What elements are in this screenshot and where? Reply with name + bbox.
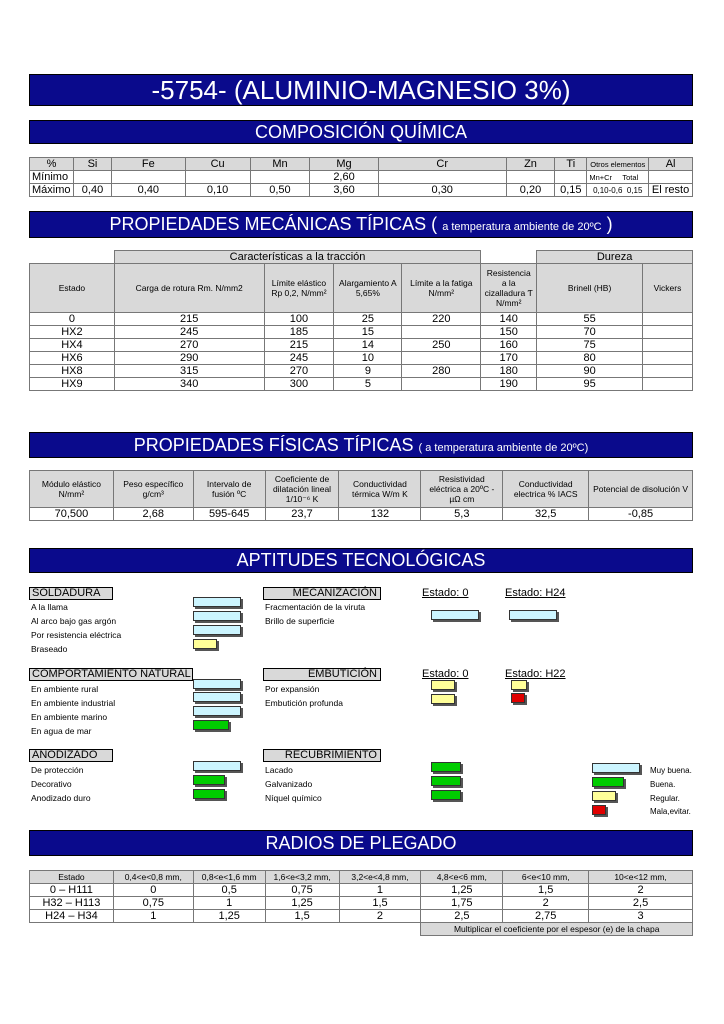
bend-cell: 1 [113, 910, 193, 923]
mecanizacion-item-viruta: Fracmentación de la viruta [265, 602, 366, 612]
phys-value: -0,85 [589, 508, 693, 521]
mech-cell: 14 [334, 339, 402, 352]
legend-label-good: Buena. [650, 780, 676, 789]
mech-table-row [30, 313, 693, 326]
mech-cell: 290 [114, 352, 264, 365]
mech-col-brinell: Brinell (HB) [537, 264, 643, 313]
mech-cell: 245 [114, 326, 264, 339]
mech-cell: 300 [264, 378, 334, 391]
mech-cell: 140 [481, 313, 537, 326]
legend-swatch-regular [592, 791, 616, 801]
phys-heading: PROPIEDADES FÍSICAS TÍPICAS [133, 435, 414, 455]
comp-col-cu: Cu [185, 158, 250, 171]
embuticion-estado-h22: Estado: H22 [505, 668, 566, 680]
bend-cell: 1,5 [503, 884, 589, 897]
phys-col-header: Coeficiente de dilatación lineal 1/10⁻⁶ K [265, 471, 339, 508]
bend-note: Multiplicar el coeficiente por el espesor (e) de la chapa [421, 923, 693, 936]
bend-table [29, 870, 693, 936]
recubrimiento-rating-lacado [431, 762, 461, 772]
page-title: -5754- (ALUMINIO-MAGNESIO 3%) [151, 75, 571, 105]
soldadura-item-braseado: Braseado [31, 644, 68, 654]
bend-table-row [30, 897, 693, 910]
mecanizacion-rating-h24 [509, 610, 557, 620]
mech-table-row [30, 365, 693, 378]
bend-cell: 1 [339, 884, 421, 897]
mech-table-row [30, 378, 693, 391]
mech-cell: 15 [334, 326, 402, 339]
comportamiento-rating-marino [193, 706, 241, 716]
soldadura-title: SOLDADURA [29, 587, 113, 600]
bend-cell: 0 [113, 884, 193, 897]
mech-cell: 70 [537, 326, 643, 339]
embuticion-item-expansion: Por expansión [265, 684, 320, 694]
phys-col-header: Módulo elástico N/mm² [30, 471, 114, 508]
mech-cell: HX8 [30, 365, 115, 378]
mech-cell: 185 [264, 326, 334, 339]
bend-cell: 2,5 [421, 910, 503, 923]
mech-cell [642, 352, 692, 365]
legend-label-regular: Regular. [650, 794, 680, 803]
mech-cell: 55 [537, 313, 643, 326]
legend-label-bad: Mala,evitar. [650, 807, 691, 816]
mech-cell: 220 [402, 313, 481, 326]
bend-cell: 0,5 [193, 884, 265, 897]
mech-cell: HX9 [30, 378, 115, 391]
bend-col-header: 0,8<e<1,6 mm [193, 871, 265, 884]
embuticion-item-profunda: Embutición profunda [265, 698, 343, 708]
mech-heading-end: ) [606, 214, 613, 234]
page-title-band [29, 74, 693, 106]
mech-cell: 180 [481, 365, 537, 378]
bend-col-header: 4,8<e<6 mm, [421, 871, 503, 884]
bend-heading: RADIOS DE PLEGADO [265, 833, 457, 853]
embuticion-rating-0-expansion [431, 680, 455, 690]
legend-swatch-very-good [592, 763, 640, 773]
bend-cell: 2,5 [589, 897, 693, 910]
mech-col-cizalladura: Resistencia a la cizalladura Ƭ N/mm² [481, 264, 537, 313]
mech-cell: 315 [114, 365, 264, 378]
soldadura-item-llama: A la llama [31, 602, 68, 612]
mech-col-vickers: Vickers [642, 264, 692, 313]
comp-col-zn: Zn [506, 158, 555, 171]
phys-col-header: Resistividad eléctrica a 20ºC - µΩ cm [421, 471, 503, 508]
recubrimiento-rating-niquel [431, 790, 461, 800]
comportamiento-item-industrial: En ambiente industrial [31, 698, 116, 708]
mech-cell: HX2 [30, 326, 115, 339]
mech-cell [402, 326, 481, 339]
recubrimiento-item-niquel: Níquel químico [265, 793, 322, 803]
mech-cell: 5 [334, 378, 402, 391]
mech-cell: 245 [264, 352, 334, 365]
mech-cell: 90 [537, 365, 643, 378]
composition-table [29, 157, 693, 197]
bend-cell: 2,75 [503, 910, 589, 923]
soldadura-rating-braseado [193, 639, 217, 649]
bend-col-header: 6<e<10 mm, [503, 871, 589, 884]
bend-cell: 0,75 [265, 884, 339, 897]
embuticion-rating-h22-profunda [511, 693, 525, 703]
mech-cell: 10 [334, 352, 402, 365]
comp-max-mn: 0,50 [250, 184, 310, 197]
bend-table-row [30, 910, 693, 923]
bend-cell: 1,5 [265, 910, 339, 923]
legend-swatch-bad [592, 805, 606, 815]
bend-cell: 0,75 [113, 897, 193, 910]
bend-heading-band [29, 830, 693, 856]
embuticion-rating-h22-expansion [511, 680, 527, 690]
comp-col-mg: Mg [310, 158, 378, 171]
bend-cell: 1,5 [339, 897, 421, 910]
mecanizacion-rating-0 [431, 610, 479, 620]
mech-table-row [30, 339, 693, 352]
mech-cell: 100 [264, 313, 334, 326]
mech-heading-small: a temperatura ambiente de 20ºC [442, 221, 602, 233]
mech-cell [642, 326, 692, 339]
anodizado-rating-proteccion [193, 761, 241, 771]
phys-value: 2,68 [113, 508, 193, 521]
phys-col-header: Conductividad electrica % IACS [503, 471, 589, 508]
comp-col-al: Al [649, 158, 693, 171]
comp-min-otros: Mn+Cr Total [587, 171, 649, 184]
bend-cell: 2 [589, 884, 693, 897]
mech-group-traccion: Características a la tracción [114, 251, 480, 264]
mech-table-row [30, 326, 693, 339]
mech-cell: 150 [481, 326, 537, 339]
comp-col-cr: Cr [378, 158, 506, 171]
mech-cell [642, 339, 692, 352]
mech-cell: 95 [537, 378, 643, 391]
soldadura-rating-llama [193, 597, 241, 607]
bend-cell: 0 – H111 [30, 884, 114, 897]
bend-cell: H32 – H113 [30, 897, 114, 910]
mech-cell [642, 313, 692, 326]
phys-value: 5,3 [421, 508, 503, 521]
mech-col-estado: Estado [30, 264, 115, 313]
mech-col-carga: Carga de rotura Rm. N/mm2 [114, 264, 264, 313]
mech-col-limite: Límite elástico Rp 0,2, N/mm² [264, 264, 334, 313]
bend-cell: 1 [193, 897, 265, 910]
mech-cell: 250 [402, 339, 481, 352]
bend-col-header: 1,6<e<3,2 mm, [265, 871, 339, 884]
soldadura-rating-arco [193, 611, 241, 621]
mechanical-table [29, 250, 693, 391]
apt-heading-band [29, 548, 693, 573]
comp-heading-band [29, 120, 693, 144]
mech-cell [402, 378, 481, 391]
soldadura-item-arco: Al arco bajo gas argón [31, 616, 117, 626]
mech-cell: 215 [264, 339, 334, 352]
bend-cell: 1,75 [421, 897, 503, 910]
comp-min-label: Mínimo [30, 171, 74, 184]
mecanizacion-estado-0: Estado: 0 [422, 587, 469, 599]
comp-max-al: El resto [649, 184, 693, 197]
mecanizacion-estado-h24: Estado: H24 [505, 587, 566, 599]
anodizado-item-decorativo: Decorativo [31, 779, 72, 789]
mech-cell: 25 [334, 313, 402, 326]
bend-cell: 3 [589, 910, 693, 923]
comp-max-fe: 0,40 [112, 184, 186, 197]
mech-cell: 215 [114, 313, 264, 326]
embuticion-rating-0-profunda [431, 694, 455, 704]
phys-col-header: Potencial de disolución V [589, 471, 693, 508]
mech-cell: 160 [481, 339, 537, 352]
mech-cell: 0 [30, 313, 115, 326]
phys-value: 595-645 [193, 508, 265, 521]
mech-cell: 340 [114, 378, 264, 391]
comp-col-otros: Otros elementos [587, 158, 649, 171]
mech-cell [402, 352, 481, 365]
comp-max-mg: 3,60 [310, 184, 378, 197]
bend-cell: 2 [503, 897, 589, 910]
mech-cell [642, 378, 692, 391]
comp-max-si: 0,40 [73, 184, 111, 197]
bend-cell: 2 [339, 910, 421, 923]
mech-col-fatiga: Límite a la fatiga N/mm² [402, 264, 481, 313]
comp-col-mn: Mn [250, 158, 310, 171]
mech-cell: 80 [537, 352, 643, 365]
physical-table [29, 470, 693, 521]
recubrimiento-item-galvanizado: Galvanizado [265, 779, 313, 789]
comportamiento-title: COMPORTAMIENTO NATURAL [29, 668, 193, 681]
comportamiento-rating-industrial [193, 692, 241, 702]
bend-cell: 1,25 [265, 897, 339, 910]
phys-col-header: Conductividad térmica W/m K [339, 471, 421, 508]
comp-max-cu: 0,10 [185, 184, 250, 197]
comp-max-ti: 0,15 [555, 184, 587, 197]
mech-cell: 9 [334, 365, 402, 378]
comp-col-pct: % [30, 158, 74, 171]
legend-label-very-good: Muy buena. [650, 766, 692, 775]
phys-col-header: Peso específico g/cm³ [113, 471, 193, 508]
comportamiento-rating-agua [193, 720, 229, 730]
mech-cell [642, 365, 692, 378]
embuticion-estado-0: Estado: 0 [422, 668, 469, 680]
mech-cell: 270 [114, 339, 264, 352]
bend-cell: H24 – H34 [30, 910, 114, 923]
anodizado-item-proteccion: De protección [31, 765, 84, 775]
bend-col-header: Estado [30, 871, 114, 884]
recubrimiento-item-lacado: Lacado [265, 765, 293, 775]
mech-cell: 190 [481, 378, 537, 391]
comp-max-label: Máximo [30, 184, 74, 197]
mech-cell: 75 [537, 339, 643, 352]
mech-cell: HX4 [30, 339, 115, 352]
mech-table-row [30, 352, 693, 365]
mech-heading: PROPIEDADES MECÁNICAS TÍPICAS ( [109, 214, 438, 234]
comportamiento-item-rural: En ambiente rural [31, 684, 99, 694]
mecanizacion-title: MECANIZACIÓN [263, 587, 381, 600]
comportamiento-item-marino: En ambiente marino [31, 712, 108, 722]
bend-cell: 1,25 [421, 884, 503, 897]
phys-heading-band [29, 432, 693, 458]
phys-heading-small: ( a temperatura ambiente de 20ºC) [418, 442, 589, 454]
soldadura-item-resistencia: Por resistencia eléctrica [31, 630, 122, 640]
phys-value: 23,7 [265, 508, 339, 521]
mech-cell: HX6 [30, 352, 115, 365]
bend-col-header: 10<e<12 mm, [589, 871, 693, 884]
mech-cell: 270 [264, 365, 334, 378]
comp-col-si: Si [73, 158, 111, 171]
bend-col-header: 3,2<e<4,8 mm, [339, 871, 421, 884]
soldadura-rating-resistencia [193, 625, 241, 635]
recubrimiento-rating-galvanizado [431, 776, 461, 786]
comp-col-fe: Fe [112, 158, 186, 171]
bend-cell: 1,25 [193, 910, 265, 923]
anodizado-title: ANODIZADO [29, 749, 113, 762]
comp-min-mg: 2,60 [310, 171, 378, 184]
mech-cell: 280 [402, 365, 481, 378]
anodizado-rating-duro [193, 789, 225, 799]
mech-cell: 170 [481, 352, 537, 365]
comp-max-zn: 0,20 [506, 184, 555, 197]
phys-value: 132 [339, 508, 421, 521]
recubrimiento-title: RECUBRIMIENTO [263, 749, 381, 762]
comp-col-ti: Ti [555, 158, 587, 171]
comportamiento-item-agua: En agua de mar [31, 726, 92, 736]
phys-col-header: Intervalo de fusión ºC [193, 471, 265, 508]
mech-heading-band [29, 211, 693, 238]
apt-heading: APTITUDES TECNOLÓGICAS [236, 550, 486, 570]
mecanizacion-item-brillo: Brillo de superficie [265, 616, 335, 626]
mech-col-alargamiento: Alargamiento A 5,65% [334, 264, 402, 313]
comportamiento-rating-rural [193, 679, 241, 689]
phys-value: 32,5 [503, 508, 589, 521]
comp-heading: COMPOSICIÓN QUÍMICA [254, 122, 467, 142]
anodizado-item-duro: Anodizado duro [31, 793, 91, 803]
comp-max-cr: 0,30 [378, 184, 506, 197]
comp-max-otros: 0,10-0,6 0,15 [587, 184, 649, 197]
legend-swatch-good [592, 777, 624, 787]
phys-value: 70,500 [30, 508, 114, 521]
mech-group-dureza: Dureza [537, 251, 693, 264]
bend-col-header: 0,4<e<0,8 mm, [113, 871, 193, 884]
embuticion-title: EMBUTICIÓN [263, 668, 381, 681]
bend-table-row [30, 884, 693, 897]
anodizado-rating-decorativo [193, 775, 225, 785]
